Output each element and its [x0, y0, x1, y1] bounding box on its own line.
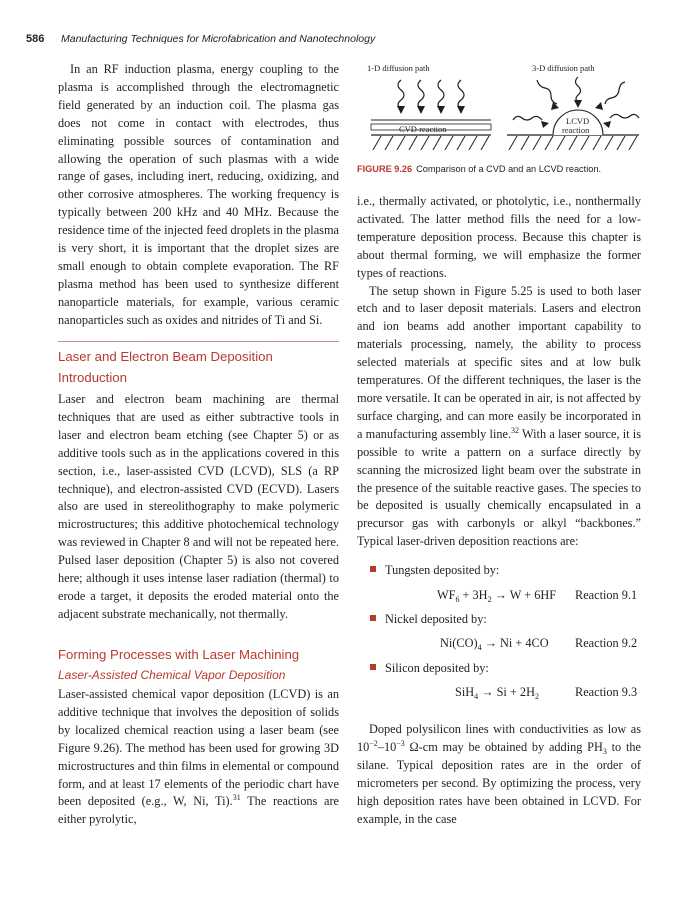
- running-header: [26, 33, 375, 49]
- text: Laser-assisted chemical vapor deposition (LCVD) is an additive technique that involves the deposition of solids by localized chemical reaction using a laser beam (see Figure 9.26). The method has been used for growing 3D microstructures and thin films in elemental or compound form, and at least 17 elements of the periodic chart have been deposited (e.g., W, Ni, Ti).: [58, 687, 339, 809]
- figure-cvd-lcvd-diagram: [357, 60, 641, 160]
- left-paragraph-2: [58, 391, 339, 624]
- bullet-square: [370, 615, 376, 621]
- reaction-equation-silicon: $SiH_4 \to Si + 2H_2$: [455, 685, 539, 701]
- reaction-label: Reaction 9.1: [575, 588, 638, 602]
- text: The reactions are either pyrolytic,: [58, 794, 339, 827]
- label-3d-diffusion: 3-D diffusion path: [532, 63, 595, 73]
- wavy-arrow: [438, 80, 444, 108]
- label-cvd-reaction: CVD reaction: [399, 124, 447, 134]
- reaction-label: Reaction 9.3: [575, 685, 638, 699]
- bullet-square: [370, 664, 376, 670]
- left-paragraph-1: [58, 61, 339, 330]
- label-lcvd-reaction: reaction: [562, 125, 590, 135]
- paragraph: Doped polysilicon lines with conductivities as low as $10^{-2}-10^{-3}$ Ω-cm may be obtained by adding $PH_3$ to the silane. Typical deposition rates are in the order of micrometers per second. By optimizing the process, very high deposition rates have been obtained in LCVD. For example, in the case: [357, 722, 641, 826]
- section-heading-forming-processes: Forming Processes with Laser Machining: [58, 647, 300, 662]
- subsection-heading-lcvd: Laser-Assisted Chemical Vapor Deposition: [58, 668, 286, 682]
- paragraph: [357, 283, 641, 552]
- wavy-arrow: [398, 80, 404, 108]
- lcvd-substrate: [507, 77, 639, 150]
- reaction-equation-tungsten: $WF_6 + 3H_2 \to W + 6HF$: [437, 588, 557, 604]
- section-divider: [58, 341, 339, 342]
- bullet-square: [370, 566, 376, 572]
- text: With a laser source, it is possible to write a pattern on a surface directly by scanning the microsized light beam over the substrate in the presence of the suitable reactive gases. The species to be deposited is usually chemically encapsulated in a precursor gas with carbonyls or alkyl “backbones.” Typical laser-driven deposition reactions are:: [357, 426, 641, 549]
- label-lcvd: LCVD: [566, 116, 590, 126]
- running-title: Manufacturing Techniques for Microfabrication and Nanotechnology: [60, 33, 376, 45]
- paragraph: Laser and electron beam machining are thermal techniques that are used as either subtractive tools in laser and electron beam etching (see Chapter 5) or as additive tools such as in the applications covered in this section, i.e., laser-assisted CVD (LCVD), SLS (a RP technique), and electron-assisted CVD (ECVD). Lasers also are used in stereolithography to make polymeric microstructures; this additive photochemical technology was reviewed in Chapter 8 and will not be repeated here. Pulsed laser deposition (Chapter 5) is also not covered here; although it uses intense laser radiation (thermal) to erode a target, it deposits the eroded material onto the adjacent substrate mechanically, not thermally.: [58, 392, 339, 621]
- reaction-equation-nickel: $Ni(CO)_4 \to Ni + 4CO$: [440, 636, 549, 652]
- reference: 31: [232, 793, 241, 803]
- left-paragraph-3: [58, 686, 339, 829]
- bullet-silicon: Silicon deposited by:: [370, 661, 489, 676]
- cvd-substrate: [371, 120, 491, 150]
- text: The setup shown in Figure 5.25 is used to both laser etch and to laser deposit materials. Lasers and electron and ion beams add another important capability to materials processing, namely, the ability to process selected materials at specific sites and at low bulk temperatures. Of the different techniques, the laser is the more versatile. It can be operated in air, is not affected by surface charging, and can more easily be incorporated in a manufacturing assembly line.: [357, 283, 641, 441]
- figure-label: FIGURE 9.26: [357, 164, 413, 174]
- bullet-tungsten: Tungsten deposited by:: [370, 563, 499, 578]
- wavy-arrow: [418, 80, 424, 108]
- right-paragraphs: [357, 193, 641, 551]
- wavy-arrows-1d: [398, 80, 464, 108]
- page-number: 586: [26, 33, 45, 45]
- right-paragraph-3: [357, 721, 641, 828]
- arrow-heads-1d: [397, 106, 465, 114]
- paragraph: In an RF induction plasma, energy coupling to the plasma is accomplished through the electromagnetic field generated by an induction coil. The plasma gas does not come in contact with electrodes, thus eliminating possible sources of contamination and allowing the operation of such plasmas with a wide range of gases, including inert, reducing, oxidizing, and other corrosive atmospheres. The working frequency is typically between 200 kHz and 40 MHz. Because the residence time of the injected feed droplets in the plasma is very short, it is important that the droplet sizes are small enough to obtain complete evaporation. The RF plasma method has been used to synthesize different nanoparticle materials, for example, various ceramic nanoparticles such as oxides and nitrides of Ti and Si.: [58, 62, 339, 327]
- label-1d-diffusion: 1-D diffusion path: [367, 63, 430, 73]
- paragraph: [58, 686, 339, 829]
- reference: 32: [511, 425, 520, 435]
- paragraph: i.e., thermally activated, or photolytic, i.e., nonthermally activated. The latter method fills the need for a low-temperature deposition process. Because this chapter is about thermal forming, we will emphasize the former types of reactions.: [357, 194, 641, 280]
- reaction-label: Reaction 9.2: [575, 636, 638, 650]
- caption-text: Comparison of a CVD and an LCVD reaction.: [416, 164, 602, 174]
- section-heading-laser-deposition: Laser and Electron Beam Deposition Introduction: [58, 349, 273, 385]
- wavy-arrow: [458, 80, 464, 108]
- figure-caption: [357, 164, 601, 174]
- bullet-nickel: Nickel deposited by:: [370, 612, 487, 627]
